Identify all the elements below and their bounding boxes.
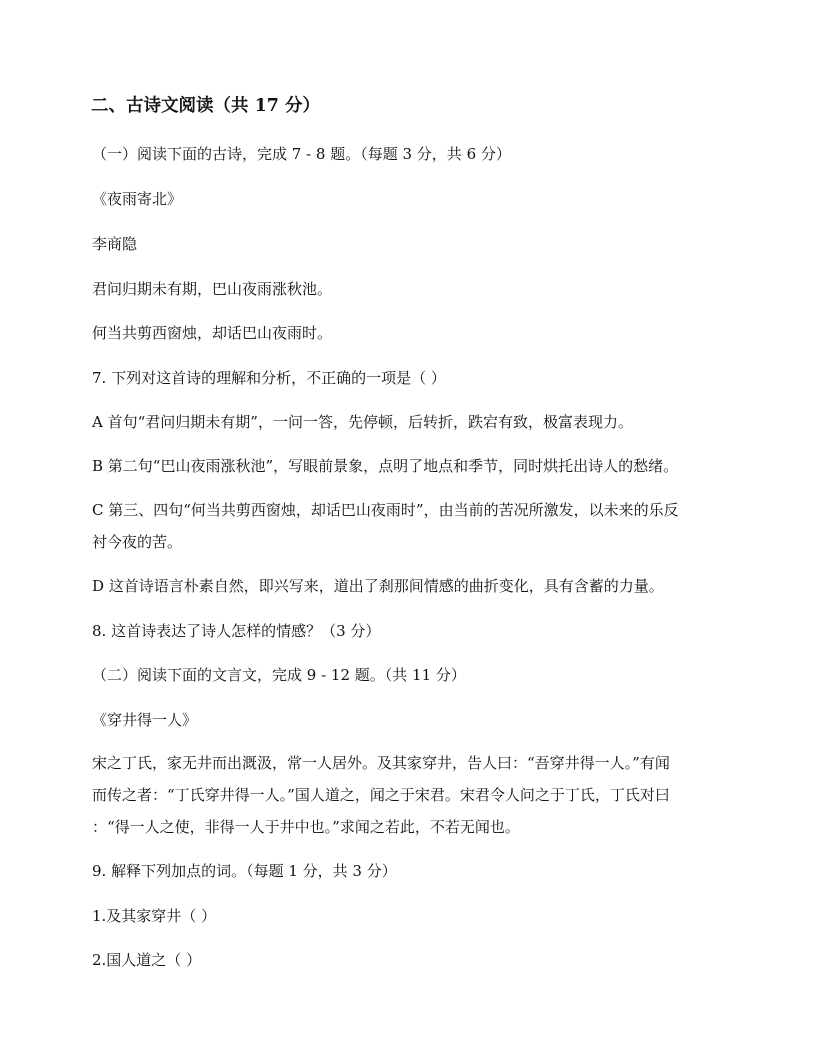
passage-title: 《穿井得一人》 [92, 711, 198, 729]
question-7-option-b: B 第二句“巴山夜雨涨秋池”，写眼前景象，点明了地点和季节，同时烘托出诗人的愁绪。 [92, 457, 679, 475]
question-9-item-2: 2.国人道之（ ） [92, 951, 202, 969]
question-7-stem: 7. 下列对这首诗的理解和分析，不正确的一项是（ ） [92, 369, 446, 387]
poem-author: 李商隐 [92, 235, 138, 253]
section-heading: 二、古诗文阅读（共 17 分） [91, 96, 321, 116]
poem-title: 《夜雨寄北》 [92, 190, 183, 208]
poem-line-2: 何当共剪西窗烛，却话巴山夜雨时。 [92, 324, 333, 342]
passage-line-2: 而传之者：“丁氏穿井得一人。”国人道之，闻之于宋君。宋君令人问之于丁氏，丁氏对曰 [92, 786, 670, 804]
passage-line-3: ：“得一人之使，非得一人于井中也。”求闻之若此，不若无闻也。 [92, 818, 520, 836]
question-7-option-c-line1: C 第三、四句“何当共剪西窗烛，却话巴山夜雨时”，由当前的苦况所激发，以未来的乐反 [92, 501, 679, 519]
question-8: 8. 这首诗表达了诗人怎样的情感？（3 分） [92, 622, 381, 640]
question-7-option-d: D 这首诗语言朴素自然，即兴写来，道出了刹那间情感的曲折变化，具有含蓄的力量。 [92, 577, 664, 595]
passage-line-1: 宋之丁氏，家无井而出溉汲，常一人居外。及其家穿井，告人曰：“吾穿井得一人。”有闻 [92, 754, 670, 772]
question-7-option-a: A 首句“君问归期未有期”，一问一答，先停顿，后转折，跌宕有致，极富表现力。 [92, 413, 633, 431]
part2-intro: （二）阅读下面的文言文，完成 9 - 12 题。（共 11 分） [92, 666, 466, 684]
question-9-stem: 9. 解释下列加点的词。（每题 1 分，共 3 分） [92, 862, 397, 880]
question-7-option-c-line2: 衬今夜的苦。 [92, 533, 183, 551]
question-9-item-1: 1.及其家穿井（ ） [92, 907, 217, 925]
poem-line-1: 君问归期未有期，巴山夜雨涨秋池。 [92, 280, 333, 298]
part1-intro: （一）阅读下面的古诗，完成 7 - 8 题。（每题 3 分，共 6 分） [92, 145, 511, 163]
